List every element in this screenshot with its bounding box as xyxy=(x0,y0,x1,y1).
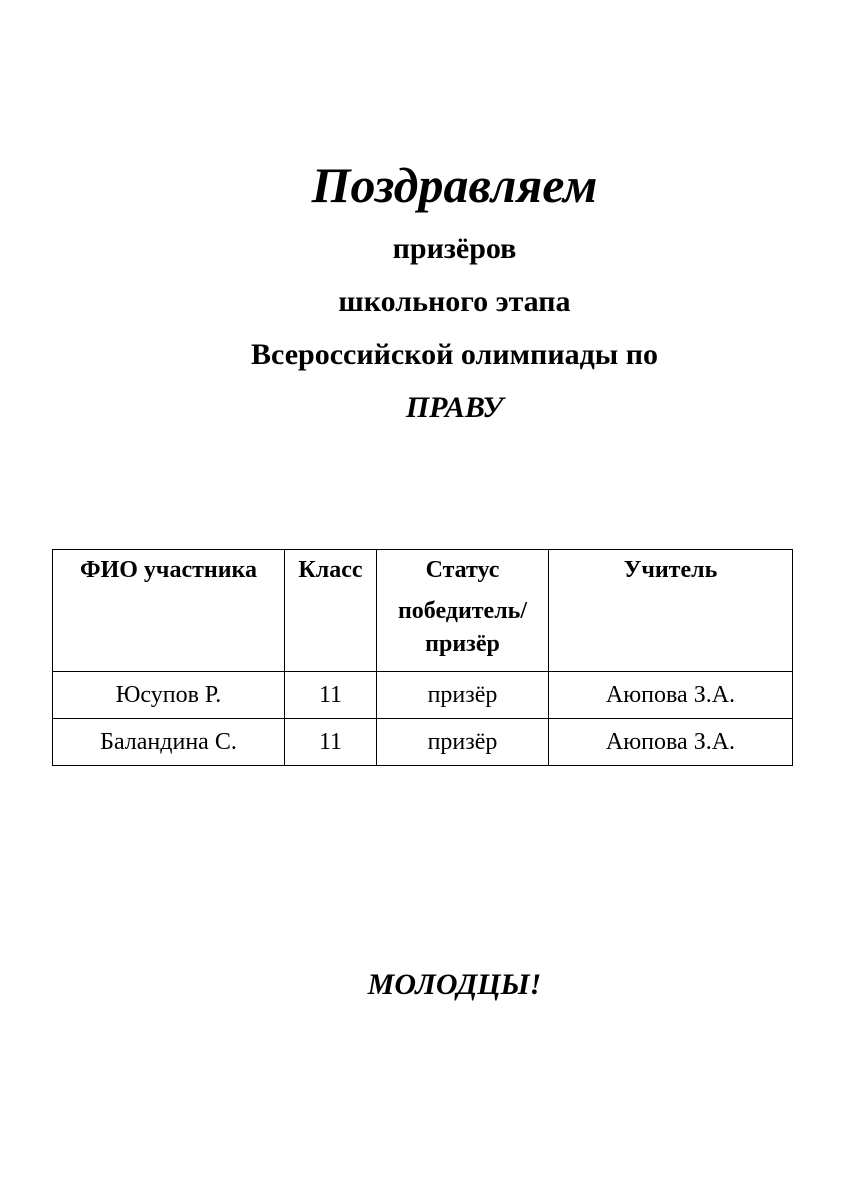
cell-name: Баландина С. xyxy=(53,719,285,766)
heading-line-prizewinners: призёров xyxy=(392,232,517,265)
header-class: Класс xyxy=(285,550,377,672)
results-table xyxy=(52,549,793,766)
cell-class: 11 xyxy=(285,672,377,719)
cell-teacher: Аюпова З.А. xyxy=(549,719,793,766)
cell-teacher: Аюпова З.А. xyxy=(549,672,793,719)
header-status-subtitle: победитель/ призёр xyxy=(397,598,528,657)
header-status-title: Статус xyxy=(425,557,500,583)
table-header-row xyxy=(53,550,793,672)
table-row xyxy=(53,719,793,766)
header-teacher: Учитель xyxy=(549,550,793,672)
cell-name: Юсупов Р. xyxy=(53,672,285,719)
congratulations-title: Поздравляем xyxy=(311,157,598,213)
footer-well-done: МОЛОДЦЫ! xyxy=(367,968,542,1001)
heading-line-school-stage: школьного этапа xyxy=(338,285,571,318)
header-status xyxy=(377,550,549,672)
heading-subject: ПРАВУ xyxy=(405,391,504,424)
header-name: ФИО участника xyxy=(53,550,285,672)
table-row xyxy=(53,672,793,719)
cell-status: призёр xyxy=(377,672,549,719)
cell-status: призёр xyxy=(377,719,549,766)
heading-line-olympiad: Всероссийской олимпиады по xyxy=(251,338,658,371)
cell-class: 11 xyxy=(285,719,377,766)
